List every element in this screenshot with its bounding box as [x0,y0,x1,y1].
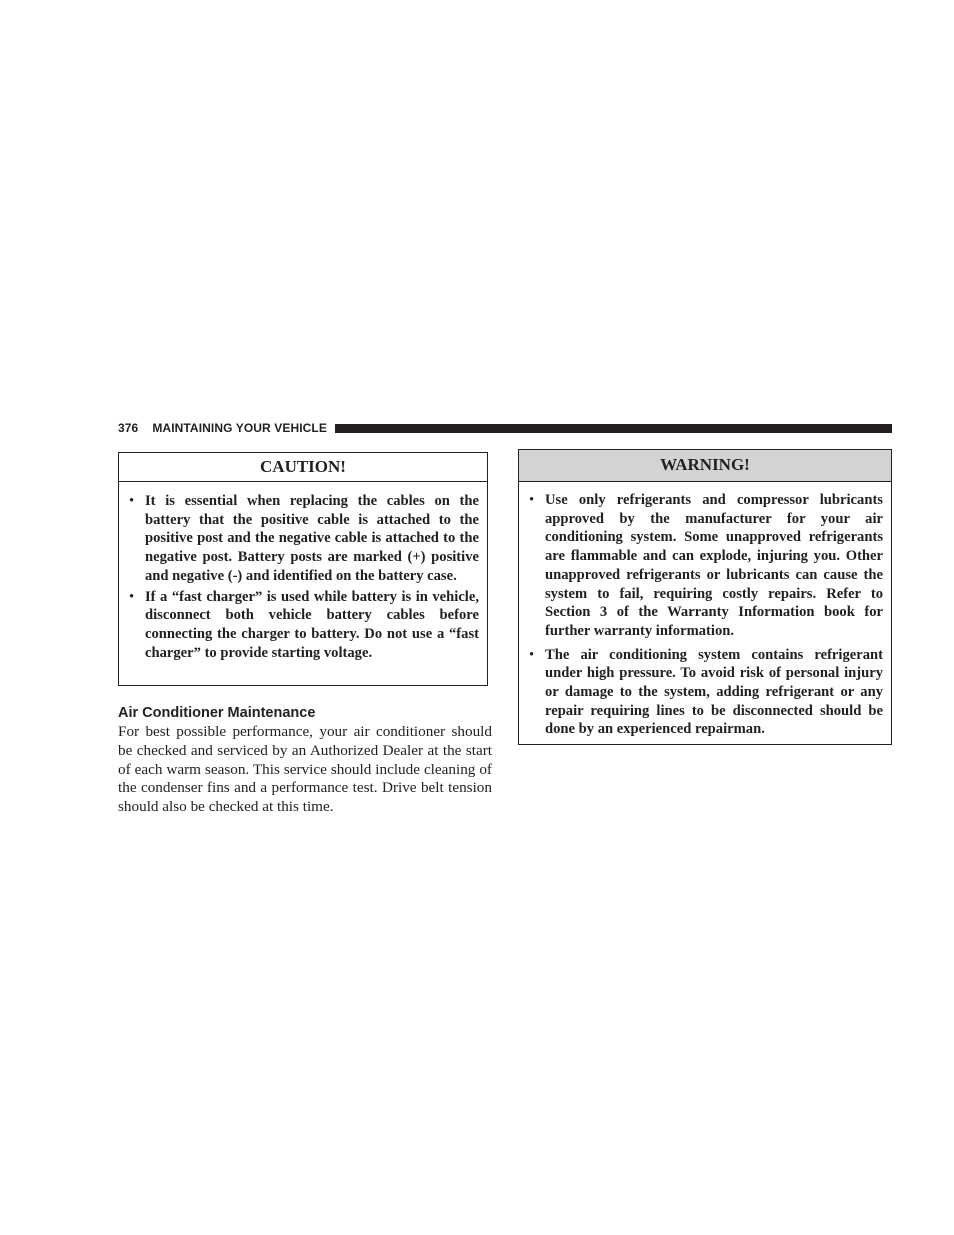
warning-item [519,491,883,641]
warning-item-text: Use only refrigerants and compressor lubricants approved by the manufacturer for your air conditioning system. Some unapproved refrigerants are flammable and can explode, injuring you. Other unapproved refrigerants or lubricants can cause the system to fail, requiring costly repairs. Refer to Section 3 of the Warranty Information book for further warranty information. [545,492,883,639]
warning-item [519,646,883,740]
header-rule [335,424,892,433]
caution-list [119,482,487,662]
caution-box [118,452,488,686]
bullet-icon: • [129,493,135,509]
caution-item-text: If a “fast charger” is used while battery is in vehicle, disconnect both vehicle battery cables before connecting the charger to battery. Do not use a “fast charger” to provide starting voltage. [145,588,479,661]
page-header [118,419,892,437]
bullet-icon: • [529,646,535,663]
warning-title: WARNING! [519,450,891,482]
caution-title: CAUTION! [119,453,487,482]
section-paragraph: For best possible performance, your air conditioner should be checked and serviced by an Authorized Dealer at the start of each warm season. This service should include cleaning of the condenser fins and a performance test. Drive belt tension should also be checked at this time. [118,723,492,816]
section-title: MAINTAINING YOUR VEHICLE [152,421,327,435]
warning-box [518,449,892,745]
page-number: 376 [118,421,139,435]
bullet-icon: • [529,492,535,508]
caution-item [119,492,479,586]
caution-item [119,588,479,663]
warning-list [519,482,891,739]
bullet-icon: • [129,588,135,605]
section-heading: Air Conditioner Maintenance [118,705,316,721]
caution-item-text: It is essential when replacing the cables on the battery that the positive cable is attached to the positive post and the negative cable is attached to the negative post. Battery posts are marked (+) positive and negative (-) and identified on the battery case. [145,493,479,584]
warning-item-text: The air conditioning system contains refrigerant under high pressure. To avoid risk of personal injury or damage to the system, adding refrigerant or any repair requiring lines to be disconnected should be done by an experienced repairman. [545,646,883,738]
